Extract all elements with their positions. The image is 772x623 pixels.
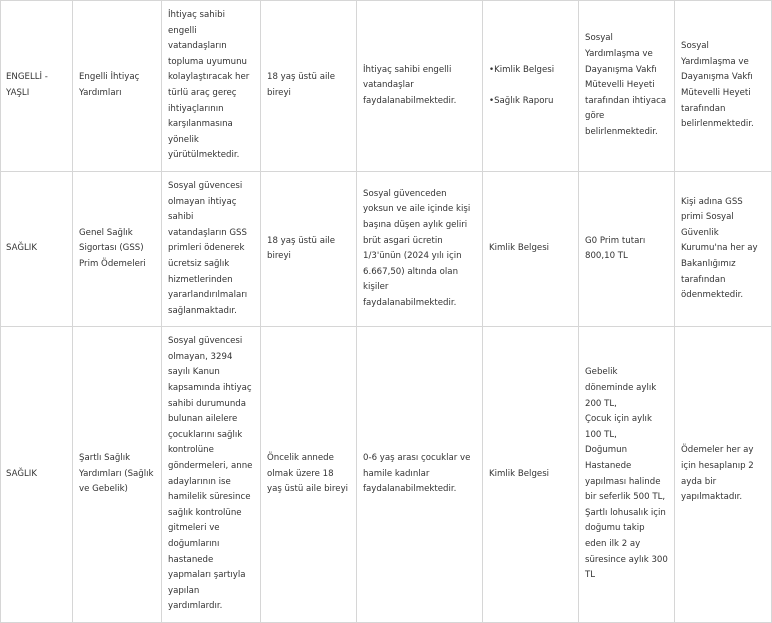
table-row (1, 327, 772, 623)
payment-cell: Ödemeler her ay için hesaplanıp 2 ayda bir yapılmaktadır. (675, 327, 772, 623)
document-item: Kimlik Belgesi (489, 468, 550, 479)
documents-cell (483, 171, 579, 326)
amount-cell: Sosyal Yardımlaşma ve Dayanışma Vakfı Mütevelli Heyeti tarafından ihtiyaca göre belirlenmektedir. (579, 1, 675, 172)
document-item: •Kimlik Belgesi (489, 64, 555, 75)
description-cell: İhtiyaç sahibi engelli vatandaşların topluma uyumunu kolaylaştıracak her türlü araç gereç ihtiyaçlarının karşılanmasına yönelik yürütülmektedir. (162, 1, 261, 172)
category-cell: SAĞLIK (1, 327, 73, 623)
amount-cell: G0 Prim tutarı 800,10 TL (579, 171, 675, 326)
amount-line: Şartlı lohusalık için doğumu takip eden ilk 2 ay süresince aylık 300 TL (585, 507, 668, 581)
documents-cell (483, 1, 579, 172)
program-cell: Şartlı Sağlık Yardımları (Sağlık ve Gebelik) (73, 327, 162, 623)
amount-line: Gebelik döneminde aylık 200 TL, (585, 367, 657, 409)
category-cell: SAĞLIK (1, 171, 73, 326)
payment-cell: Kişi adına GSS primi Sosyal Güvenlik Kurumu'na her ay Bakanlığımız tarafından ödenmektedir. (675, 171, 772, 326)
description-cell: Sosyal güvencesi olmayan ihtiyaç sahibi vatandaşların GSS primleri ödenerek ücretsiz sağlık hizmetlerinden yararlandırılmaları sağlanmaktadır. (162, 171, 261, 326)
table-row (1, 1, 772, 172)
target-cell: 0-6 yaş arası çocuklar ve hamile kadınlar faydalanabilmektedir. (357, 327, 483, 623)
age-cell: Öncelik annede olmak üzere 18 yaş üstü aile bireyi (261, 327, 357, 623)
program-cell: Engelli İhtiyaç Yardımları (73, 1, 162, 172)
target-cell: Sosyal güvenceden yoksun ve aile içinde kişi başına düşen aylık geliri brüt asgari ücretin 1/3'ünün (2024 yılı için 6.667,50) altında olan kişiler faydalanabilmektedir. (357, 171, 483, 326)
payment-cell: Sosyal Yardımlaşma ve Dayanışma Vakfı Mütevelli Heyeti tarafından belirlenmektedir. (675, 1, 772, 172)
document-item: Kimlik Belgesi (489, 243, 550, 254)
category-cell: ENGELLİ - YAŞLI (1, 1, 73, 172)
amount-line: Doğumun Hastanede yapılması halinde bir seferlik 500 TL, (585, 445, 666, 503)
program-cell: Genel Sağlık Sigortası (GSS) Prim Ödemeleri (73, 171, 162, 326)
description-cell: Sosyal güvencesi olmayan, 3294 sayılı Kanun kapsamında ihtiyaç sahibi durumunda bulunan ailelere çocuklarını sağlık kontrolüne göndermeleri, anne adaylarının ise hamilelik süresince sağlık kontrolüne gitmeleri ve doğumlarını hastanede yapmaları şartıyla yapılan yardımlardır. (162, 327, 261, 623)
document-item: •Sağlık Raporu (489, 95, 554, 106)
documents-cell (483, 327, 579, 623)
target-cell: İhtiyaç sahibi engelli vatandaşlar faydalanabilmektedir. (357, 1, 483, 172)
age-cell: 18 yaş üstü aile bireyi (261, 171, 357, 326)
amount-line: Çocuk için aylık 100 TL, (585, 414, 652, 440)
table-row (1, 171, 772, 326)
age-cell: 18 yaş üstü aile bireyi (261, 1, 357, 172)
amount-cell (579, 327, 675, 623)
